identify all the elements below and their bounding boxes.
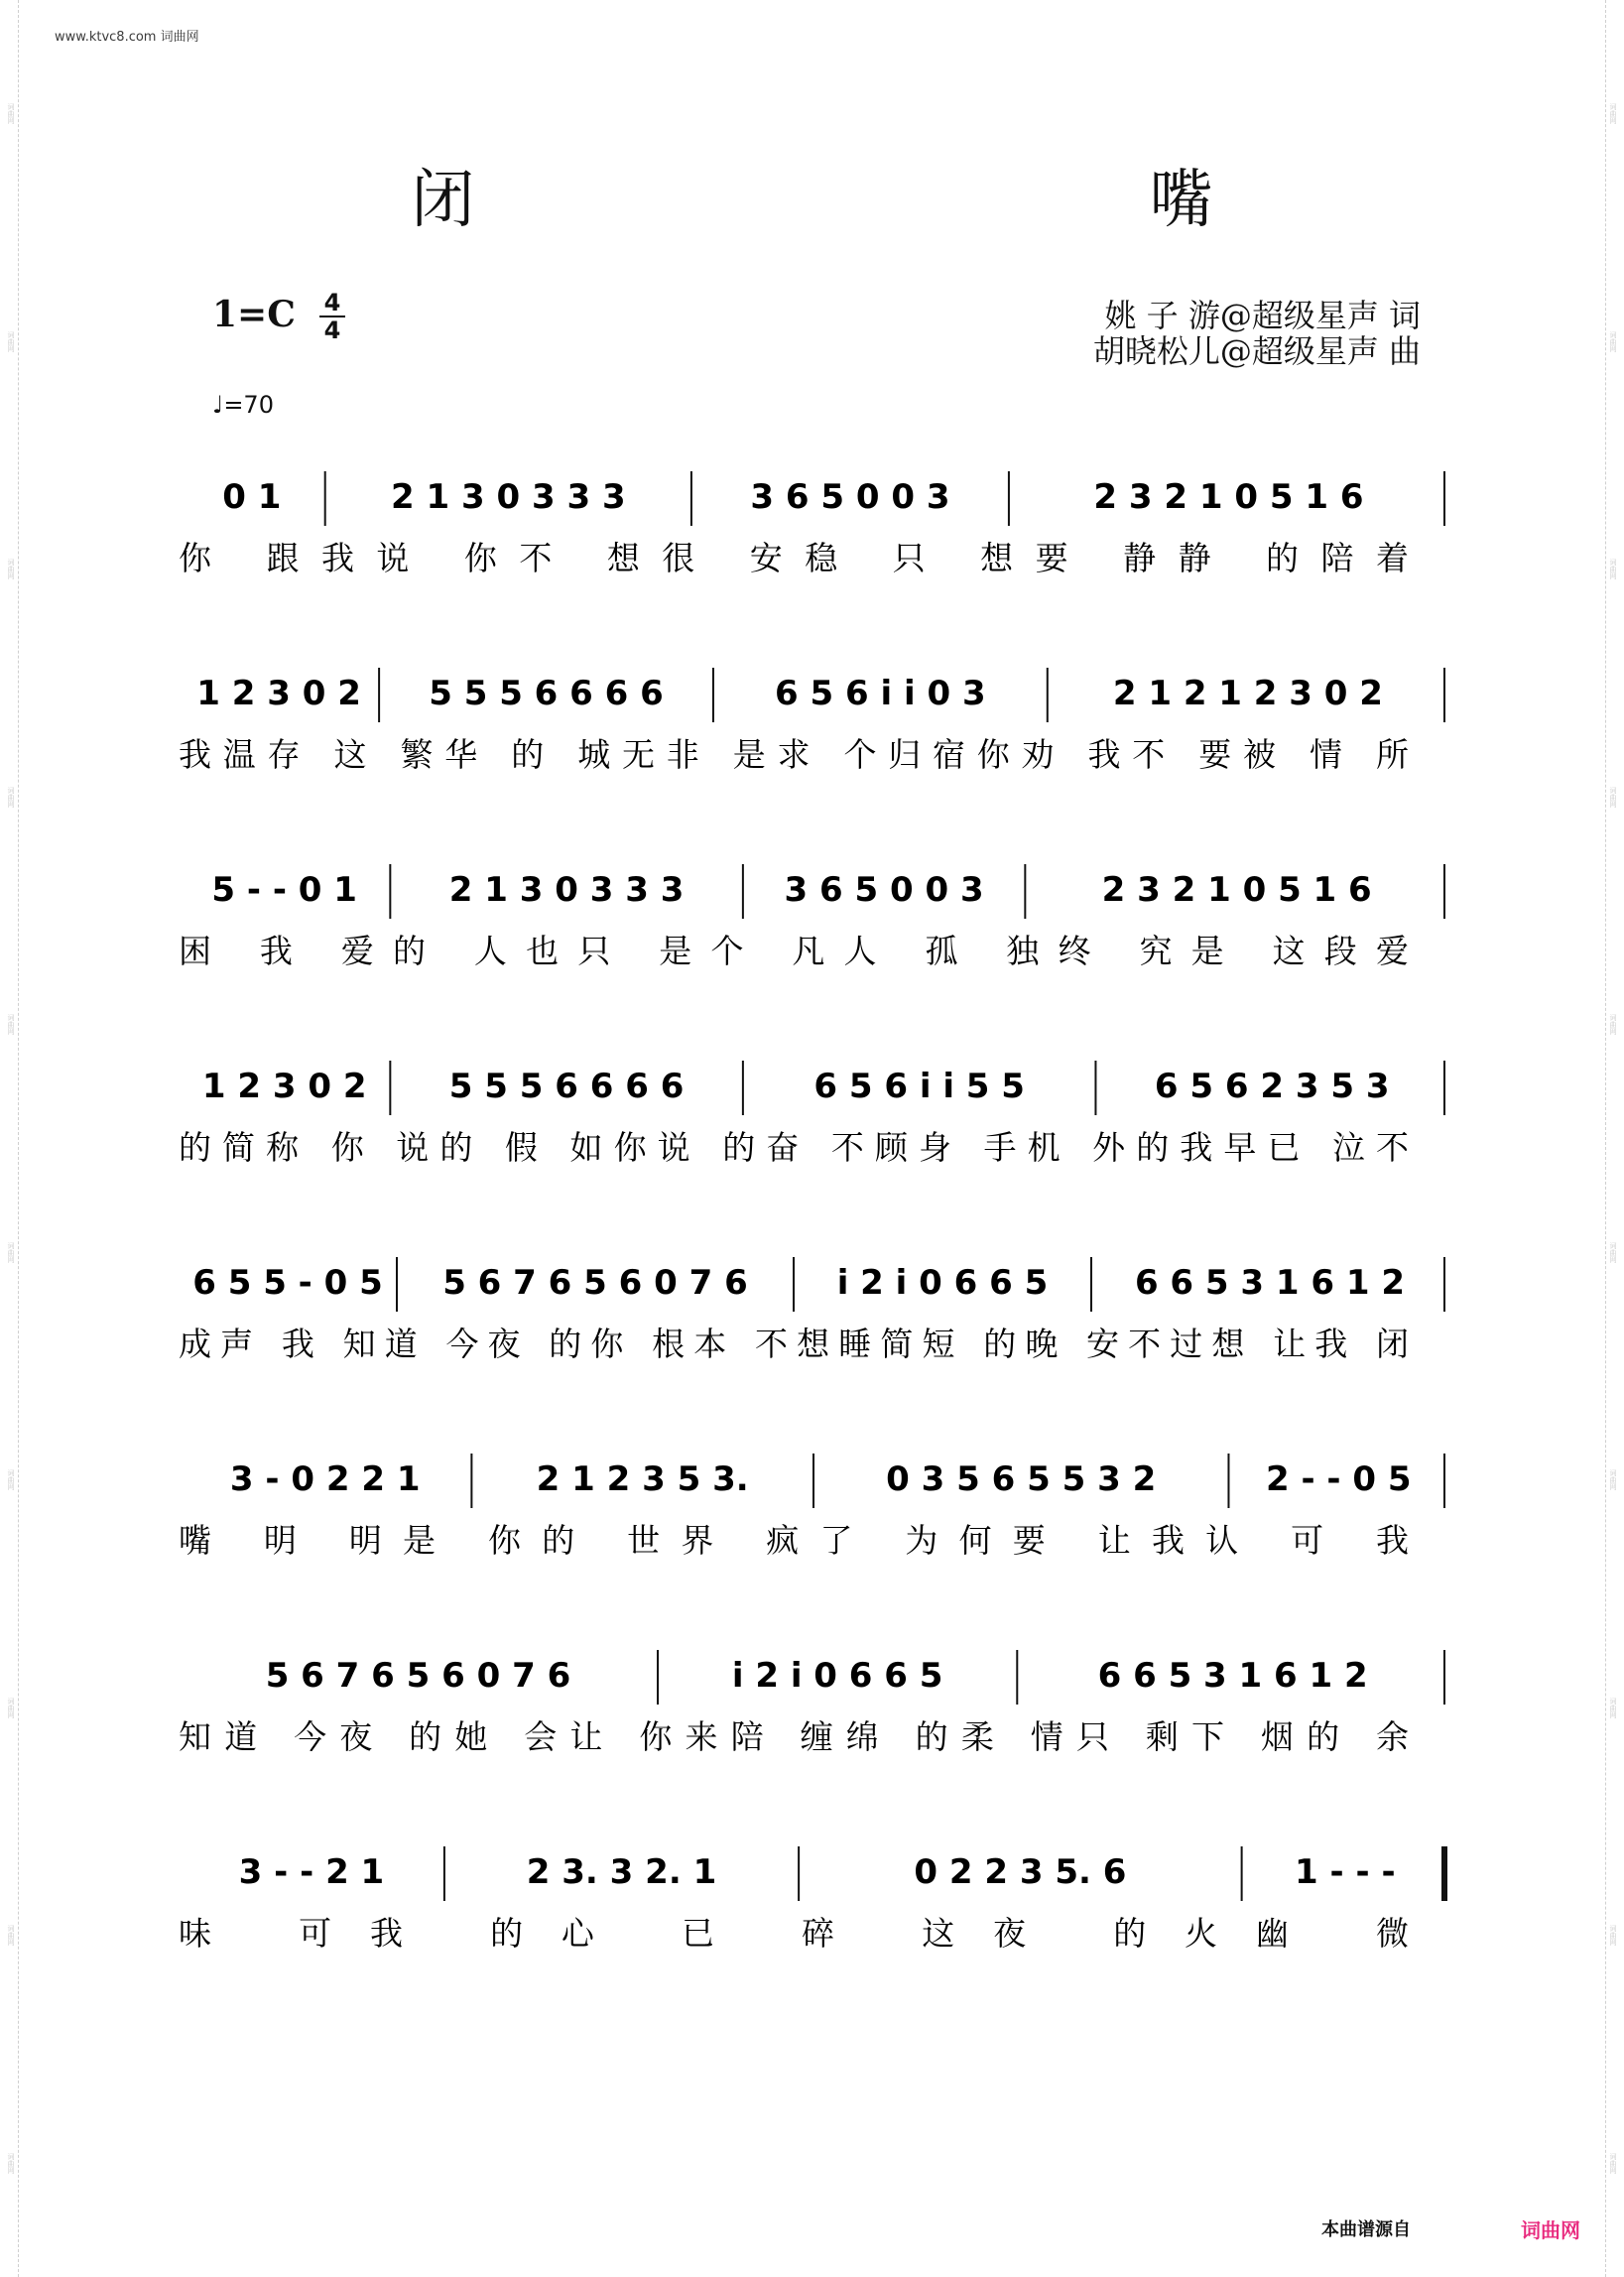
score-system (179, 471, 1444, 577)
lyrics-line: 困 我 爱的 人也只 是个 凡人 孤 独终 究是 这段爱 (179, 932, 1409, 970)
footer-logo: 词曲网 (1521, 2218, 1580, 2242)
score-system (179, 1454, 1444, 1560)
score-system (179, 864, 1444, 970)
watermark-text: 词曲网 (7, 330, 15, 352)
watermark-text: 词曲网 (7, 1697, 15, 1718)
watermark-text: 词曲网 (7, 1469, 15, 1491)
measure-notes: 3 - 0 2 2 1 (229, 1459, 421, 1499)
time-signature-bottom: 4 (319, 316, 345, 343)
measure-notes: 1 2 3 0 2 (201, 1067, 367, 1106)
time-signature-top: 4 (323, 289, 341, 316)
site-url: www.ktvc8.com 词曲网 (55, 30, 199, 45)
tempo-marking: ♩=70 (212, 391, 274, 419)
composer-credit: 胡晓松儿@超级星声 曲 (1092, 332, 1421, 370)
measure-notes: 6 5 5 - 0 5 (192, 1263, 383, 1303)
watermark-text: 词曲网 (1609, 1697, 1617, 1718)
measure-notes: 2 - - 0 5 (1265, 1459, 1412, 1499)
time-signature (319, 290, 345, 343)
song-title: 闭 嘴 (411, 164, 1541, 237)
lyrics-line: 成声 我 知道 今夜 的你 根本 不想睡简短 的晚 安不过想 让我 闭 (179, 1325, 1409, 1363)
score-system (179, 1846, 1444, 1953)
watermark-text: 词曲网 (1609, 103, 1617, 125)
measure-notes: 0 1 (222, 477, 282, 517)
watermark-text: 词曲网 (1609, 1014, 1617, 1036)
measure-notes: 5 5 5 6 6 6 6 (448, 1067, 685, 1106)
watermark-text: 词曲网 (7, 1241, 15, 1263)
lyrics-line: 你 跟我说 你不 想很 安稳 只 想要 静静 的陪着 (179, 539, 1409, 577)
watermark-text: 词曲网 (7, 103, 15, 125)
measure-notes: 2 1 2 3 5 3. (536, 1459, 749, 1499)
lyrics-line: 我温存 这 繁华 的 城无非 是求 个归宿你劝 我不 要被 情 所 (179, 735, 1409, 774)
measure-notes: 5 6 7 6 5 6 0 7 6 (265, 1656, 571, 1696)
lyricist-credit: 姚 子 游@超级星声 词 (1104, 297, 1421, 334)
score-system (179, 1650, 1444, 1756)
right-watermark-strip (1605, 0, 1620, 2277)
watermark-text: 词曲网 (7, 1014, 15, 1036)
measure-notes: 2 1 2 1 2 3 0 2 (1112, 674, 1383, 713)
measure-notes: 5 6 7 6 5 6 0 7 6 (442, 1263, 748, 1303)
measure-notes: 1 2 3 0 2 (196, 674, 361, 713)
watermark-text: 词曲网 (1609, 1241, 1617, 1263)
key-signature: 1=C (212, 294, 296, 335)
lyrics-line: 味 可我 的心 已 碎 这夜 的火幽 微 (179, 1914, 1409, 1953)
measure-notes: 0 3 5 6 5 5 3 2 (886, 1459, 1157, 1499)
measure-notes: 1 - - - (1295, 1852, 1396, 1892)
measure-notes: 6 6 5 3 1 6 1 2 (1134, 1263, 1406, 1303)
score-system (179, 1061, 1444, 1167)
watermark-text: 词曲网 (1609, 1469, 1617, 1491)
measure-notes: i 2 i 0 6 6 5 (836, 1263, 1049, 1303)
watermark-text: 词曲网 (1609, 786, 1617, 808)
footer-source-label: 本曲谱源自 (1321, 2219, 1411, 2240)
watermark-text: 词曲网 (7, 2152, 15, 2174)
lyrics-line: 的简称 你 说的 假 如你说 的奋 不顾身 手机 外的我早已 泣不 (179, 1128, 1409, 1167)
measure-notes: 6 5 6 2 3 5 3 (1154, 1067, 1390, 1106)
lyrics-line: 知道 今夜 的她 会让 你来陪 缠绵 的柔 情只 剩下 烟的 余 (179, 1717, 1409, 1756)
watermark-text: 词曲网 (1609, 330, 1617, 352)
measure-notes: 2 3 2 1 0 5 1 6 (1093, 477, 1364, 517)
watermark-text: 词曲网 (7, 786, 15, 808)
watermark-text: 词曲网 (1609, 559, 1617, 580)
measure-notes: 5 5 5 6 6 6 6 (429, 674, 664, 713)
measure-notes: i 2 i 0 6 6 5 (731, 1656, 943, 1696)
lyrics-line: 嘴 明 明是 你的 世界 疯了 为何要 让我认 可 我 (179, 1521, 1409, 1560)
score-system (179, 668, 1444, 774)
watermark-text: 词曲网 (7, 559, 15, 580)
measure-notes: 2 3 2 1 0 5 1 6 (1101, 870, 1372, 910)
measure-notes: 6 5 6 i i 0 3 (775, 674, 986, 713)
measure-notes: 2 3. 3 2. 1 (526, 1852, 717, 1892)
watermark-text: 词曲网 (7, 1925, 15, 1947)
measure-notes: 2 1 3 0 3 3 3 (448, 870, 685, 910)
measure-notes: 3 6 5 0 0 3 (750, 477, 950, 517)
watermark-text: 词曲网 (1609, 2152, 1617, 2174)
measure-notes: 3 6 5 0 0 3 (784, 870, 984, 910)
credits (1093, 298, 1421, 369)
measure-notes: 6 6 5 3 1 6 1 2 (1097, 1656, 1368, 1696)
measure-notes: 5 - - 0 1 (211, 870, 357, 910)
measure-notes: 6 5 6 i i 5 5 (813, 1067, 1025, 1106)
left-watermark-strip (4, 0, 19, 2277)
measure-notes: 0 2 2 3 5. 6 (914, 1852, 1127, 1892)
measure-notes: 2 1 3 0 3 3 3 (390, 477, 626, 517)
score-system (179, 1257, 1444, 1363)
measure-notes: 3 - - 2 1 (238, 1852, 385, 1892)
watermark-text: 词曲网 (1609, 1925, 1617, 1947)
score (179, 466, 1448, 2014)
